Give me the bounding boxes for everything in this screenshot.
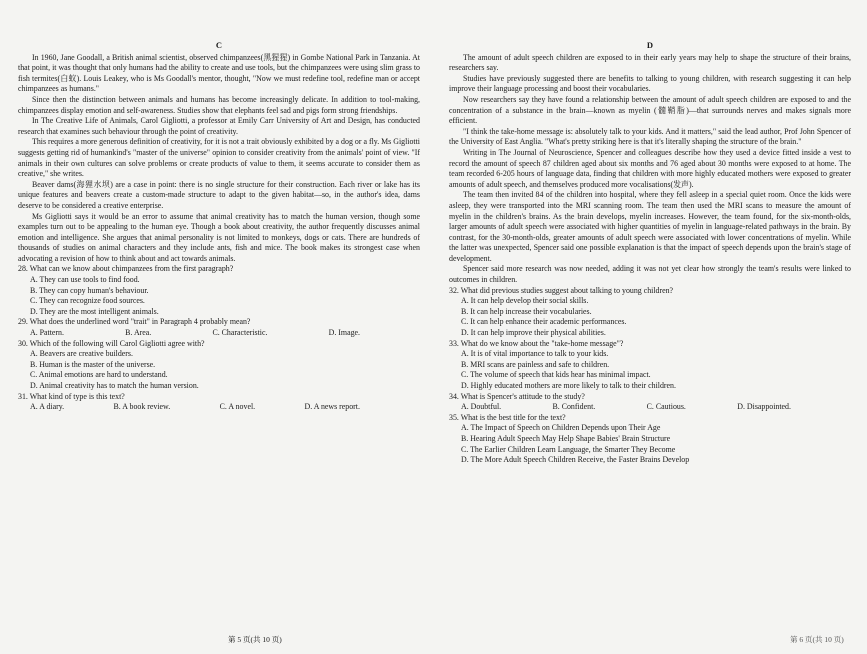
answer-option: A. Pattern. bbox=[30, 328, 64, 338]
passage-text bbox=[18, 53, 420, 265]
paragraph: Studies have previously suggested there are benefits to talking to young children, with research suggesting it can help improve their language processing and boost their vocabularies. bbox=[449, 73, 851, 94]
answer-option: B. Area. bbox=[125, 328, 152, 338]
answer-options bbox=[461, 423, 851, 465]
answer-options bbox=[461, 349, 851, 391]
question-list bbox=[449, 286, 851, 466]
page-number: 第 5 页(共 10 页) bbox=[228, 635, 282, 644]
answer-option: D. A news report. bbox=[304, 402, 360, 412]
answer-option: A. The Impact of Speech on Children Depends upon Their Age bbox=[461, 423, 661, 433]
answer-option: C. The Earlier Children Learn Language, the Smarter They Become bbox=[461, 444, 676, 454]
answer-options bbox=[30, 402, 360, 413]
answer-option: B. It can help increase their vocabularies. bbox=[461, 306, 592, 316]
answer-option: C. A novel. bbox=[219, 402, 256, 412]
answer-option: C. The volume of speech that kids hear has minimal impact. bbox=[461, 370, 651, 380]
question-stem: 35. What is the best title for the text? bbox=[449, 412, 566, 422]
answer-option: A. It can help develop their social skills. bbox=[461, 296, 589, 306]
answer-option: B. Confident. bbox=[552, 402, 596, 412]
paragraph: Now researchers say they have found a relationship between the amount of adult speech children are exposed to and the concentration of a substance in the brain—known as myelin (髓鞘脂)—that surrounds nerves and makes signals more efficient. bbox=[449, 94, 851, 126]
answer-option: B. A book review. bbox=[113, 402, 171, 412]
answer-option: A. Beavers are creative builders. bbox=[30, 349, 133, 359]
answer-option: C. Cautious. bbox=[646, 402, 686, 412]
answer-option: A. A diary. bbox=[30, 402, 65, 412]
paragraph: Beaver dams(海狸水坝) are a case in point: there is no single structure for their construction. Each river or lake has its unique features and beavers create a custom-made structure to adapt to the given habitat—so, in the author's idea, dams deserve to be considered a creative enterprise. bbox=[18, 179, 420, 210]
answer-option: C. Animal emotions are hard to understand. bbox=[30, 370, 168, 380]
paragraph: In The Creative Life of Animals, Carol Gigliotti, a professor at Emily Carr University of Art and Design, has conducted research that examines such behaviour through the point of creativity. bbox=[18, 116, 420, 136]
passage-d-column bbox=[449, 40, 851, 466]
answer-option: D. Image. bbox=[328, 328, 360, 338]
paragraph: The amount of adult speech children are exposed to in their early years may help to shape the structure of their brains, researchers say. bbox=[449, 52, 851, 73]
paragraph: Since then the distinction between animals and humans has become increasingly delicate. In addition to tool-making, chimpanzees display emotion and self-awareness. Studies show that elephants feel sad and pigs form strong friendships. bbox=[18, 94, 420, 115]
question-stem: 34. What is Spencer's attitude to the study? bbox=[449, 391, 585, 401]
paragraph: This requires a more generous definition of creativity, for it is not a trait obviously exhibited by a dog or a fly. Ms Gigliotti suggests getting rid of humankind's "master of the universe" opinion to consider creativity from the animals' point of view. "If animals in their own cultures can solve problems or create products of value to them, it seems accurate to consider them as creative," she writes. bbox=[18, 137, 420, 179]
answer-option: B. MRI scans are painless and safe to children. bbox=[461, 359, 610, 369]
page-number: 第 6 页(共 10 页) bbox=[790, 635, 844, 644]
answer-option: B. Hearing Adult Speech May Help Shape Babies' Brain Structure bbox=[461, 433, 671, 443]
paragraph: The team then invited 84 of the children into hospital, where they fell asleep in a special quiet room. Once the kids were asleep, they were transported into the MRI scanning room. The team then used the MRI scans to measure the amount of myelin in the children's brains. As the brain develops, myelin increases. However, the team found, for the six-month-olds, larger amounts of adult speech were associated with higher quantities of myelin in language-related pathways in the brain. By contrast, for the 30-month-olds, greater amounts of adult speech were associated with lower concentrations of myelin. While the latter was unexpected, Spencer said one possible explanation is that the impact of speech depends upon the brain's stage of development. bbox=[449, 190, 851, 263]
passage-c-column bbox=[18, 40, 420, 413]
question-stem: 31. What kind of type is this text? bbox=[18, 391, 125, 401]
answer-option: C. They can recognize food sources. bbox=[30, 296, 145, 306]
question-stem: 32. What did previous studies suggest about talking to young children? bbox=[449, 285, 674, 295]
passage-heading: C bbox=[215, 40, 223, 50]
passage-heading: D bbox=[646, 40, 654, 50]
answer-option: C. It can help enhance their academic performances. bbox=[461, 317, 627, 327]
answer-options bbox=[30, 328, 360, 339]
answer-option: D. The More Adult Speech Children Receive, the Faster Brains Develop bbox=[461, 455, 690, 465]
passage-text bbox=[449, 53, 851, 286]
answer-option: C. Characteristic. bbox=[212, 328, 268, 338]
answer-option: B. Human is the master of the universe. bbox=[30, 359, 156, 369]
answer-options bbox=[461, 402, 791, 413]
answer-option: D. Highly educated mothers are more likely to talk to their children. bbox=[461, 381, 676, 390]
answer-option: A. It is of vital importance to talk to your kids. bbox=[461, 349, 609, 359]
paragraph: In 1960, Jane Goodall, a British animal scientist, observed chimpanzees(黑猩猩) in Gombe National Park in Tanzania. At that point, it was thought that only humans had the ability to create and use tools, but the chimpanzees were using slim grass to fish termites(白蚁). Louis Leakey, who is Ms Goodall's mentor, thought, "Now we must redefine tool, redefine man or accept chimpanzees as humans." bbox=[18, 52, 420, 94]
answer-options bbox=[30, 275, 420, 317]
question-list bbox=[18, 264, 420, 412]
answer-options bbox=[30, 349, 420, 391]
question-stem: 28. What can we know about chimpanzees from the first paragraph? bbox=[18, 264, 234, 274]
question-stem: 33. What do we know about the "take-home message"? bbox=[449, 338, 624, 348]
paragraph: Spencer said more research was now needed, adding it was not yet clear how strongly the team's results were linked to outcomes in children. bbox=[449, 264, 851, 285]
paragraph: "I think the take-home message is: absolutely talk to your kids. And it matters," said the lead author, Prof John Spencer of the University of East Anglia. "What's pretty striking here is that it's literally shaping the structure of the brain." bbox=[449, 126, 851, 147]
question-stem: 30. Which of the following will Carol Gigliotti agree with? bbox=[18, 338, 205, 348]
answer-option: B. They can copy human's behaviour. bbox=[30, 285, 149, 295]
answer-option: A. Doubtful. bbox=[461, 402, 502, 412]
paragraph: Writing in The Journal of Neuroscience, Spencer and colleagues describe how they used a device fitted inside a vest to record the amount of speech 87 children aged about six months and 76 aged about 30 months were exposed to at home. The team recorded 6-205 hours of language data, finding that children with more highly educated mothers were exposed to greater amounts of adult speech, and themselves produced more vocalisations(发声). bbox=[449, 147, 851, 189]
answer-option: D. Animal creativity has to match the human version. bbox=[30, 381, 199, 390]
paragraph: Ms Gigliotti says it would be an error to assume that animal creativity has to match the human version, though some examples turn out to be appealing to the human eye. Though a book about creativity, the author frequently discusses animal emotion and intelligence. She argues that animal personality is not limited to monkeys, dogs or cats. There are hundreds of thousands of studies on animal characters and they include ants, fish and mice. The book makes its strongest case when advocating a revision of how to think about and act towards animals. bbox=[18, 211, 420, 263]
answer-option: A. They can use tools to find food. bbox=[30, 275, 140, 285]
answer-option: D. Disappointed. bbox=[737, 402, 791, 412]
question-stem: 29. What does the underlined word "trait" in Paragraph 4 probably mean? bbox=[18, 317, 251, 327]
answer-option: D. They are the most intelligent animals. bbox=[30, 306, 159, 316]
answer-option: D. It can help improve their physical abilities. bbox=[461, 328, 606, 338]
answer-options bbox=[461, 296, 851, 338]
